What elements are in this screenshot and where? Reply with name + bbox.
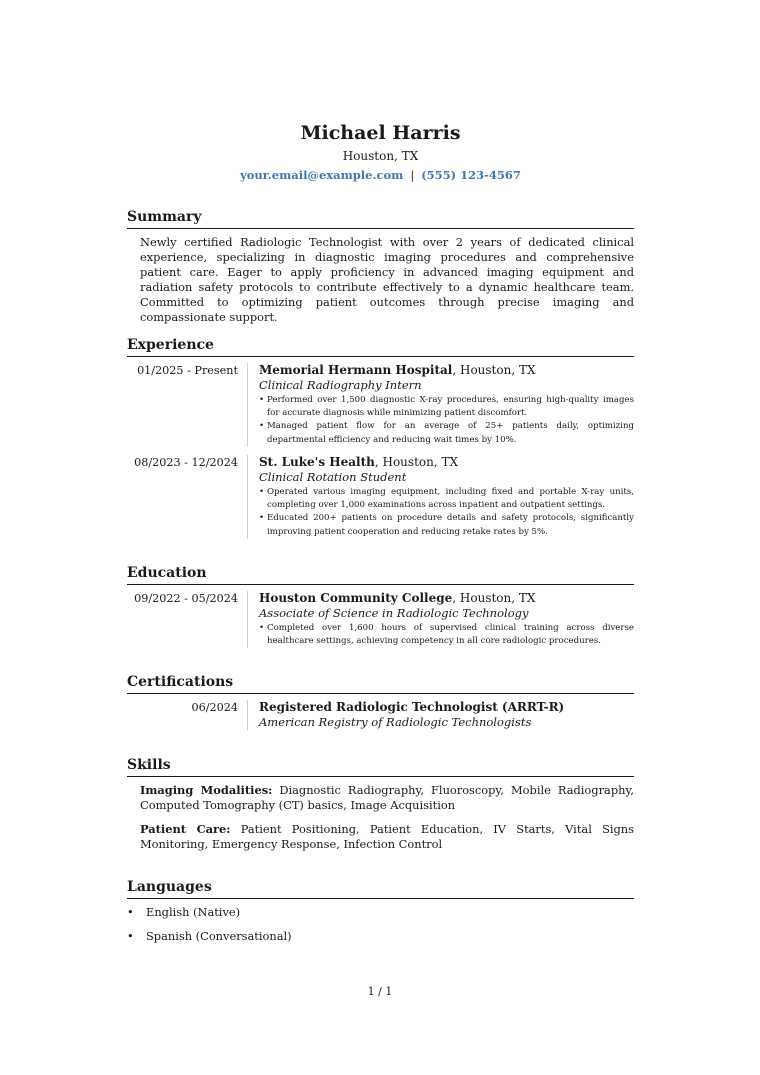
candidate-name: Michael Harris (300, 122, 461, 144)
entry-date: 08/2023 - 12/2024 (134, 456, 238, 469)
entry-role: Clinical Rotation Student (259, 470, 407, 484)
language-text: Spanish (Conversational) (146, 929, 292, 943)
organization-location: , Houston, TX (452, 591, 536, 605)
entry-date: 09/2022 - 05/2024 (134, 592, 238, 605)
phone-link[interactable]: (555) 123-4567 (421, 168, 521, 182)
entry-organization (259, 363, 634, 378)
skill-label: Patient Care: (140, 822, 231, 836)
entry-body (247, 700, 634, 730)
section-title-certifications: Certifications (127, 673, 634, 694)
organization-location: , Houston, TX (452, 363, 536, 377)
section-title-summary: Summary (127, 208, 634, 229)
email-link[interactable]: your.email@example.com (240, 168, 404, 182)
contact-line (127, 167, 634, 183)
section-title-languages: Languages (127, 878, 634, 899)
entry-role: American Registry of Radiologic Technologists (259, 715, 532, 729)
entry-role: Associate of Science in Radiologic Technology (259, 606, 529, 620)
summary-text: Newly certified Radiologic Technologist with over 2 years of dedicated clinical experience, specializing in diagnostic imaging procedures and comprehensive patient care. Eager to apply proficiency in advanced imaging equipment and radiation safety protocols to contribute effectively to a dynamic healthcare team. Committed to optimizing patient outcomes through precise imaging and compassionate support. (140, 235, 634, 324)
entry-date: 01/2025 - Present (137, 364, 238, 377)
entry-bullets (259, 486, 634, 539)
language-text: English (Native) (146, 905, 241, 919)
skill-label: Imaging Modalities: (140, 783, 273, 797)
entry-bullets (259, 622, 634, 648)
entry-organization (259, 700, 634, 715)
skill-group (140, 783, 634, 813)
candidate-location: Houston, TX (342, 149, 419, 163)
page-number: 1 / 1 (367, 985, 393, 998)
entry-organization (259, 455, 634, 470)
entry-body (247, 363, 634, 447)
entry-bullets (259, 394, 634, 447)
entry-body (247, 455, 634, 539)
section-title-experience: Experience (127, 336, 634, 357)
organization-name: Memorial Hermann Hospital (259, 363, 453, 377)
resume-header (127, 120, 634, 183)
entry-date: 06/2024 (191, 701, 238, 714)
bullet-item: • Educated 200+ patients on procedure details and safety protocols, significantly improving patient cooperation and reducing retake rates by 5%. (259, 512, 634, 538)
bullet-item: • Managed patient flow for an average of 25+ patients daily, optimizing departmental efficiency and reducing wait times by 10%. (259, 420, 634, 446)
organization-name: Houston Community College (259, 591, 453, 605)
entry-organization (259, 591, 634, 606)
bullet-marker: • (127, 929, 134, 943)
bullet-marker: • (127, 905, 134, 919)
organization-location: , Houston, TX (374, 455, 459, 469)
bullet-item: • Performed over 1,500 diagnostic X-ray procedures, ensuring high-quality images for accurate diagnosis while minimizing patient discomfort. (259, 394, 634, 420)
organization-name: St. Luke's Health (259, 455, 375, 469)
skill-group (140, 822, 634, 852)
section-title-skills: Skills (127, 756, 634, 777)
section-title-education: Education (127, 564, 634, 585)
entry-body (247, 591, 634, 648)
bullet-item: • Operated various imaging equipment, including fixed and portable X-ray units, completing over 1,000 examinations across inpatient and outpatient settings. (259, 486, 634, 512)
certification-name: Registered Radiologic Technologist (ARRT-R) (259, 700, 565, 714)
contact-separator: | (410, 168, 415, 182)
entry-role: Clinical Radiography Intern (259, 378, 422, 392)
bullet-item: • Completed over 1,600 hours of supervised clinical training across diverse healthcare settings, achieving competency in all core radiologic procedures. (259, 622, 634, 648)
skill-text: Patient Positioning, Patient Education, IV Starts, Vital Signs Monitoring, Emergency Response, Infection Control (140, 822, 634, 851)
skill-text: Diagnostic Radiography, Fluoroscopy, Mobile Radiography, Computed Tomography (CT) basics, Image Acquisition (140, 783, 634, 812)
